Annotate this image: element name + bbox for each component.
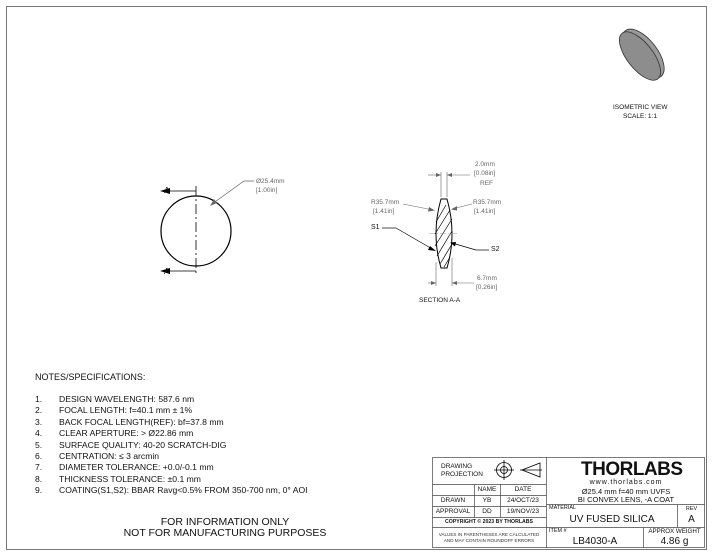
drawing-projection-label: DRAWING PROJECTION: [441, 463, 483, 478]
edge-thickness-dim-in: [0.08in]: [474, 170, 496, 177]
copyright: COPYRIGHT © 2023 BY THORLABS: [445, 519, 533, 525]
note-item: 9. COATING(S1,S2): BBAR Ravg<0.5% FROM 350-700 nm, 0° AOI: [35, 485, 308, 496]
section-marker-top: A: [164, 185, 170, 195]
weight-label: APPROX WEIGHT: [648, 528, 701, 535]
approval-name: DD: [482, 508, 492, 515]
description-line2: BI CONVEX LENS, -A COAT: [577, 495, 675, 504]
diameter-dim-in: [1.00in]: [256, 187, 278, 194]
section-label: SECTION A-A: [419, 297, 461, 304]
values-note: VALUES IN PARENTHESES ARE CALCULATED AND MAY CONTAIN ROUNDOFF ERRORS: [438, 532, 540, 543]
drawn-label: DRAWN: [440, 497, 466, 504]
diameter-dim: Ø25.4mm: [256, 178, 285, 185]
note-item: 5. SURFACE QUALITY: 40-20 SCRATCH-DIG: [35, 439, 227, 450]
projection-symbol-icon: [494, 460, 542, 480]
col-date-header: DATE: [514, 486, 532, 493]
edge-thickness-dim: 2.0mm: [475, 161, 495, 168]
drawn-name: YB: [482, 497, 492, 504]
surface2-label: S2: [491, 246, 500, 253]
approval-date: 19/NOV/23: [506, 508, 540, 515]
note-item: 7. DIAMETER TOLERANCE: +0.0/-0.1 mm: [35, 462, 214, 473]
notes-title: NOTES/SPECIFICATIONS:: [35, 372, 146, 382]
note-item: 2. FOCAL LENGTH: f=40.1 mm ± 1%: [35, 405, 193, 416]
disclaimer-line1: FOR INFORMATION ONLY: [160, 516, 290, 528]
surface1-label: S1: [371, 224, 380, 231]
rev-label: REV: [685, 506, 698, 512]
material-label: MATERIAL: [549, 505, 577, 511]
disclaimer-line2: NOT FOR MANUFACTURING PURPOSES: [123, 527, 327, 539]
weight-value: 4.86 g: [660, 536, 689, 547]
note-item: 8. THICKNESS TOLERANCE: ±0.1 mm: [35, 473, 201, 484]
note-item: 3. BACK FOCAL LENGTH(REF): bf=37.8 mm: [35, 416, 224, 427]
radius-left-dim: R35.7mm: [371, 199, 400, 206]
col-name-header: NAME: [477, 486, 497, 493]
note-item: 4. CLEAR APERTURE: > Ø22.86 mm: [35, 428, 194, 439]
website: www.thorlabs.com: [589, 479, 663, 486]
isometric-lens: [612, 22, 672, 87]
item-value: LB4030-A: [572, 536, 618, 547]
radius-left-dim-in: [1.41in]: [373, 208, 395, 215]
center-thickness-dim-in: [0.26in]: [476, 284, 498, 291]
item-label: ITEM #: [549, 528, 567, 534]
section-marker-bottom: A: [164, 266, 170, 276]
rev-value: A: [688, 514, 695, 525]
approval-label: APPROVAL: [435, 508, 471, 515]
edge-thickness-ref: REF: [480, 180, 493, 187]
material-value: UV FUSED SILICA: [569, 514, 655, 525]
note-item: 1. DESIGN WAVELENGTH: 587.6 nm: [35, 394, 195, 404]
notes-list: [35, 394, 308, 497]
radius-right-dim: R35.7mm: [473, 199, 502, 206]
diameter-leader: [212, 181, 254, 204]
drawn-date: 24/OCT/23: [507, 497, 539, 504]
note-item: 6. CENTRATION: ≤ 3 arcmin: [35, 451, 160, 462]
disclaimer: [110, 517, 340, 539]
thorlabs-logo: THORLABS: [581, 459, 683, 480]
description-line1: Ø25.4 mm f=40 mm UVFS: [581, 487, 671, 496]
radius-right-dim-in: [1.41in]: [474, 208, 496, 215]
center-thickness-dim: 6.7mm: [477, 275, 497, 282]
iso-view-label: ISOMETRIC VIEW: [613, 104, 668, 111]
iso-scale-label: SCALE: 1:1: [623, 113, 657, 120]
